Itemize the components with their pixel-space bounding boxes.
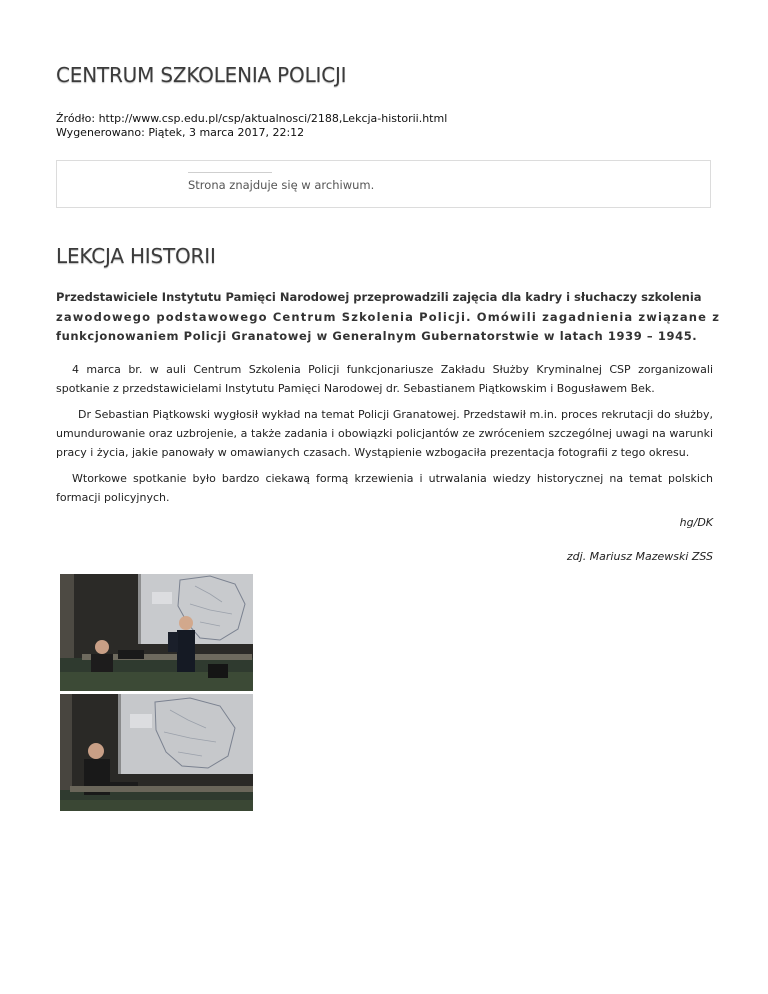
generated-line: Wygenerowano: Piątek, 3 marca 2017, 22:12 bbox=[56, 126, 305, 139]
lecture-photo[interactable] bbox=[60, 694, 253, 811]
site-title: CENTRUM SZKOLENIA POLICJI bbox=[56, 63, 347, 87]
photo-credit: zdj. Mariusz Mazewski ZSS bbox=[566, 550, 713, 563]
archive-divider bbox=[188, 172, 272, 173]
article-title: LEKCJA HISTORII bbox=[56, 244, 216, 268]
source-line: Źródło: http://www.csp.edu.pl/csp/aktualnosci/2188,Lekcja-historii.html bbox=[56, 112, 448, 125]
signature: hg/DK bbox=[679, 516, 713, 529]
paragraph: Dr Sebastian Piątkowski wygłosił wykład na temat Policji Granatowej. Przedstawił m.in. proces rekrutacji do służby, umundurowanie oraz uzbrojenie, a także zadania i obowiązki policjantów ze zwróceniem szczególnej uwagi na warunki pracy i życia, jakie panowały w omawianych czasach. Wystąpienie wzbogaciła prezentacja fotografii z tego okresu. bbox=[56, 408, 713, 459]
archive-notice-box bbox=[56, 160, 711, 208]
archive-notice: Strona znajduje się w archiwum. bbox=[188, 178, 375, 192]
paragraph: 4 marca br. w auli Centrum Szkolenia Policji funkcjonariusze Zakładu Służby Kryminalnej CSP zorganizowali spotkanie z przedstawicielami Instytutu Pamięci Narodowej dr. Sebastianem Piątkowskim i Bogusławem Bek. bbox=[56, 363, 713, 395]
lecture-photo[interactable] bbox=[60, 574, 253, 691]
lead-line: funkcjonowaniem Policji Granatowej w Generalnym Gubernatorstwie w latach 1939 – 1945. bbox=[56, 329, 698, 343]
lecture-photo-image bbox=[60, 574, 253, 691]
article-lead bbox=[56, 288, 721, 347]
lead-line: zawodowego podstawowego Centrum Szkolenia Policji. Omówili zagadnienia związane z bbox=[56, 309, 721, 324]
meta-info bbox=[56, 112, 447, 140]
paragraph: Wtorkowe spotkanie było bardzo ciekawą formą krzewienia i utrwalania wiedzy historycznej na temat polskich formacji policyjnych. bbox=[56, 472, 713, 504]
lecture-photo-image bbox=[60, 694, 253, 811]
lead-line: Przedstawiciele Instytutu Pamięci Narodowej przeprowadzili zajęcia dla kadry i słuchaczy szkolenia bbox=[56, 290, 702, 304]
